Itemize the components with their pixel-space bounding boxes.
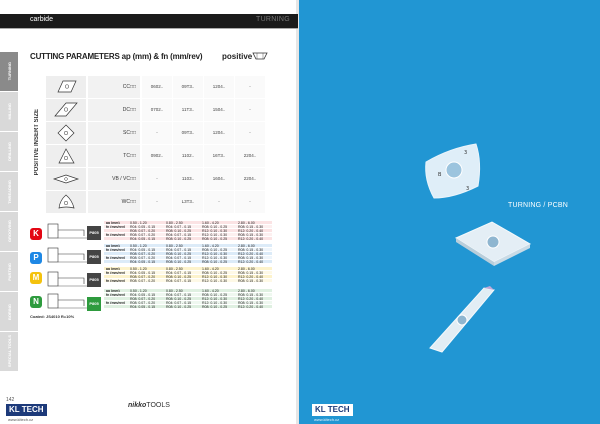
- cutting-data-n: [104, 289, 272, 309]
- insert-row: [46, 145, 266, 168]
- table-row: fn (mm/rev) R04: 0,05 - 0,15 R04: 0,07 - 0,15 R08: 0,10 - 0,25 R08: 0,15 - 0,30: [104, 225, 272, 229]
- insert-size: -: [235, 122, 265, 144]
- table-row: R08: 0,07 - 0,20 R08: 0,10 - 0,25 R12: 0,10 - 0,30 R12: 0,20 - 0,40: [104, 297, 272, 301]
- page-header: [0, 14, 298, 28]
- material-p-badge: P: [30, 252, 42, 264]
- insert-shape-cell: [46, 168, 86, 190]
- table-row: R08: 0,07 - 0,20 R08: 0,10 - 0,25 R12: 0,10 - 0,30 R12: 0,20 - 0,40: [104, 275, 272, 279]
- rhombus-35-icon: [46, 168, 86, 190]
- table-row: R04: 0,05 - 0,15 R08: 0,10 - 0,25 R08: 0,10 - 0,25 R12: 0,20 - 0,40: [104, 305, 272, 309]
- cutting-data-p: [104, 244, 272, 264]
- svg-text:3: 3: [464, 150, 468, 156]
- positive-label: positive: [222, 52, 253, 61]
- positive-insert-icon: [252, 52, 268, 60]
- insert-size: -: [235, 191, 265, 213]
- insert-size: -: [142, 191, 172, 213]
- insert-row: [46, 76, 266, 99]
- grade-badge: P805: [87, 226, 101, 240]
- insert-size: -: [235, 76, 265, 98]
- cutting-data-m: [104, 267, 272, 283]
- table-row: R04: 0,05 - 0,15 R08: 0,10 - 0,25 R08: 0,10 - 0,25 R12: 0,20 - 0,40: [104, 260, 272, 264]
- insert-size: 0702..: [142, 99, 172, 121]
- tab-drilling[interactable]: [0, 132, 18, 172]
- diamond-pcbn-insert: [426, 282, 498, 354]
- insert-row: [46, 122, 266, 145]
- tab-special[interactable]: [0, 332, 18, 372]
- insert-size: 0602..: [142, 76, 172, 98]
- insert-size-text: POSITIVE INSERT SIZE: [34, 108, 40, 176]
- page-divider: [296, 0, 299, 424]
- insert-code: WC□□: [88, 191, 140, 213]
- insert-size: 1604..: [204, 168, 234, 190]
- insert-shape-cell: [46, 191, 86, 213]
- insert-size: 1103..: [173, 168, 203, 190]
- kltech-logo: KL TECH: [6, 404, 47, 416]
- insert-size: 16T3..: [204, 145, 234, 167]
- table-row: fn (mm/rev) R04: 0,05 - 0,15 R04: 0,07 - 0,15 R08: 0,10 - 0,25 R08: 0,15 - 0,30: [104, 271, 272, 275]
- insert-size: -: [204, 191, 234, 213]
- table-row: R08: 0,07 - 0,20 R08: 0,10 - 0,25 R12: 0,10 - 0,30 R12: 0,20 - 0,40: [104, 252, 272, 256]
- table-row: ap (mm) 0,50 - 1,20 0,80 - 2,50 1,60 - 4,20 2,80 - 6,00: [104, 221, 272, 225]
- grade-badge: P805: [87, 297, 101, 311]
- right-page: [298, 0, 600, 424]
- coated-note: Coated: JS4010 R=10%: [30, 314, 75, 319]
- insert-code: CC□□: [88, 76, 140, 98]
- material-k-badge: K: [30, 228, 42, 240]
- side-tabs: [0, 52, 18, 372]
- tab-milling[interactable]: [0, 92, 18, 132]
- material-m-badge: M: [30, 272, 42, 284]
- table-row: ap (mm) 0,50 - 1,20 0,80 - 2,50 1,60 - 4,20 2,80 - 6,00: [104, 289, 272, 293]
- header-chapter: TURNING: [256, 16, 290, 23]
- square-insert-icon: [46, 122, 86, 144]
- table-row: fn (mm/rev) R08: 0,07 - 0,20 R04: 0,07 - 0,15 R12: 0,10 - 0,30 R08: 0,15 - 0,30: [104, 301, 272, 305]
- tab-label: TURNING: [6, 62, 12, 81]
- tab-label: THREADING: [6, 179, 12, 204]
- tab-label: GROOVING: [6, 220, 12, 243]
- header-section: carbide: [30, 16, 53, 23]
- insert-size: -: [142, 122, 172, 144]
- insert-code: VB / VC□□: [88, 168, 140, 190]
- table-row: ap (mm) 0,50 - 1,20 0,80 - 2,50 1,60 - 4,20 2,80 - 6,00: [104, 244, 272, 248]
- insert-row: [46, 168, 266, 191]
- tab-turning[interactable]: [0, 52, 18, 92]
- page-number: 142: [6, 397, 15, 403]
- kltech-logo-right: KL TECH: [312, 404, 353, 416]
- table-row: fn (mm/rev) R08: 0,07 - 0,20 R04: 0,07 - 0,15 R12: 0,10 - 0,30 R08: 0,15 - 0,30: [104, 256, 272, 260]
- partner-name: nikko: [128, 402, 147, 409]
- tab-label: MILLING: [6, 103, 12, 120]
- tab-boring[interactable]: [0, 292, 18, 332]
- rhombus-pcbn-insert: [452, 216, 534, 266]
- insert-code: SC□□: [88, 122, 140, 144]
- tab-threading[interactable]: [0, 172, 18, 212]
- brand-url: www.kltech.cz: [8, 417, 34, 422]
- insert-size: 2204..: [235, 168, 265, 190]
- page-title: CUTTING PARAMETERS ap (mm) & fn (mm/rev): [30, 52, 203, 61]
- insert-size: 2204..: [235, 145, 265, 167]
- svg-text:3: 3: [466, 186, 470, 192]
- material-n-badge: N: [30, 296, 42, 308]
- tab-label: DRILLING: [6, 142, 12, 161]
- insert-size: 11T3..: [173, 99, 203, 121]
- rhombus-55-icon: [46, 99, 86, 121]
- insert-size: 1504..: [204, 99, 234, 121]
- header-rule: [0, 28, 298, 29]
- insert-row: [46, 99, 266, 122]
- insert-size: 09T3..: [173, 122, 203, 144]
- nikko-logo: [128, 402, 170, 409]
- insert-row: [46, 191, 266, 214]
- insert-shape-cell: [46, 76, 86, 98]
- insert-size: -: [235, 99, 265, 121]
- trigon-pcbn-insert: [420, 140, 492, 202]
- rhombus-80-icon: [46, 76, 86, 98]
- insert-size: 0902..: [142, 145, 172, 167]
- insert-size-label: [30, 73, 44, 211]
- tab-label: BORING: [6, 303, 12, 320]
- table-row: R04: 0,05 - 0,15 R08: 0,10 - 0,25 R08: 0,10 - 0,25 R12: 0,20 - 0,40: [104, 237, 272, 241]
- tab-parting[interactable]: [0, 252, 18, 292]
- table-row: ap (mm) 0,50 - 1,20 0,80 - 2,50 1,60 - 4,20 2,80 - 6,00: [104, 267, 272, 271]
- insert-size: 1102..: [173, 145, 203, 167]
- table-row: fn (mm/rev) R08: 0,07 - 0,20 R04: 0,07 - 0,15 R12: 0,10 - 0,30 R08: 0,15 - 0,30: [104, 233, 272, 237]
- triangle-insert-icon: [46, 145, 86, 167]
- right-page-title: TURNING / PCBN: [508, 202, 568, 209]
- table-row: fn (mm/rev) R04: 0,05 - 0,15 R04: 0,07 - 0,15 R08: 0,10 - 0,25 R08: 0,15 - 0,30: [104, 293, 272, 297]
- insert-shape-cell: [46, 122, 86, 144]
- insert-size: 09T3..: [173, 76, 203, 98]
- insert-shape-cell: [46, 145, 86, 167]
- svg-text:B: B: [438, 172, 442, 178]
- trigon-insert-icon: [46, 191, 86, 213]
- insert-code: DC□□: [88, 99, 140, 121]
- grade-badge: P805: [87, 273, 101, 287]
- insert-size: -: [142, 168, 172, 190]
- grade-badge: P805: [87, 250, 101, 264]
- partner-suffix: TOOLS: [146, 402, 170, 409]
- brand-url-right: www.kltech.cz: [314, 417, 340, 422]
- insert-code: TC□□: [88, 145, 140, 167]
- table-row: fn (mm/rev) R08: 0,07 - 0,20 R04: 0,07 - 0,15 R12: 0,10 - 0,30 R08: 0,15 - 0,30: [104, 279, 272, 283]
- tab-grooving[interactable]: [0, 212, 18, 252]
- insert-size: L3T3..: [173, 191, 203, 213]
- insert-size: 1204..: [204, 76, 234, 98]
- insert-size: 1204..: [204, 122, 234, 144]
- insert-shape-cell: [46, 99, 86, 121]
- table-row: fn (mm/rev) R04: 0,05 - 0,15 R04: 0,07 - 0,15 R08: 0,10 - 0,25 R08: 0,15 - 0,30: [104, 248, 272, 252]
- cutting-data-k: [104, 221, 272, 241]
- tab-label: SPECIAL TOOLS: [6, 335, 12, 368]
- tab-label: PARTING: [6, 262, 12, 281]
- table-row: R08: 0,07 - 0,20 R08: 0,10 - 0,25 R12: 0,10 - 0,30 R12: 0,20 - 0,40: [104, 229, 272, 233]
